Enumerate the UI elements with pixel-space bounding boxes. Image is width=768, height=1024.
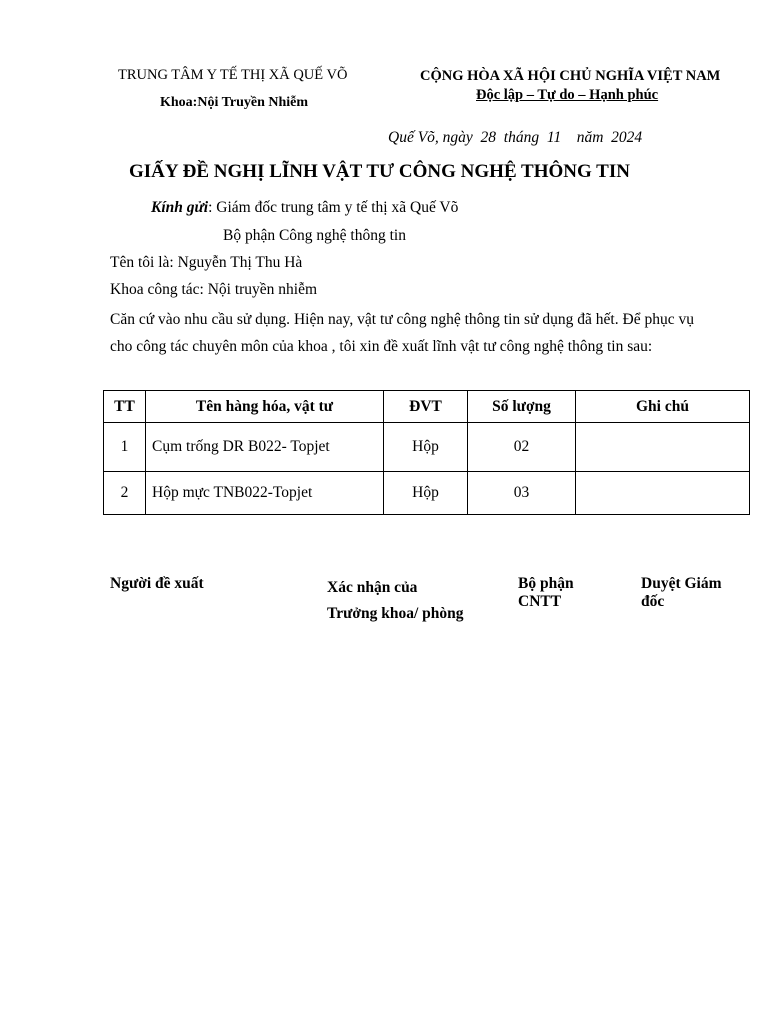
date-year-label: năm [576,129,604,146]
signature-it-dept: Bộ phận CNTT [518,575,574,610]
addressee-text: : Giám đốc trung tâm y tế thị xã Quế Võ [208,199,459,216]
date-year: 2024 [611,129,643,146]
addressee-label: Kính gửi [151,199,209,216]
table-row [104,423,750,472]
cell-quantity: 02 [468,423,576,472]
date-day: 28 [480,129,497,146]
date-line [388,129,642,147]
cell-item: Cụm trống DR B022- Topjet [146,423,384,472]
cell-tt: 1 [104,423,146,472]
signature-proposer: Người đề xuất [110,575,204,592]
addressee-line [151,199,458,217]
cell-unit: Hộp [384,423,468,472]
table-header-row [104,391,750,423]
cell-item: Hộp mực TNB022-Topjet [146,472,384,515]
cell-unit: Hộp [384,472,468,515]
date-month: 11 [546,129,562,146]
signature-head-confirm [327,575,463,627]
signature-head-line1: Xác nhận của [327,579,418,596]
col-header-item: Tên hàng hóa, vật tư [146,391,384,423]
table-row [104,472,750,515]
col-header-note: Ghi chú [576,391,750,423]
col-header-unit: ĐVT [384,391,468,423]
date-month-label: tháng [503,129,540,146]
items-table [103,390,750,515]
cell-note [576,423,750,472]
addressee-line-2: Bộ phận Công nghệ thông tin [223,227,406,244]
cell-quantity: 03 [468,472,576,515]
cell-tt: 2 [104,472,146,515]
requester-name: Tên tôi là: Nguyễn Thị Thu Hà [110,254,303,271]
request-paragraph: Căn cứ vào nhu cầu sử dụng. Hiện nay, vật tư công nghệ thông tin sử dụng đã hết. Để phục vụ cho công tác chuyên môn của khoa , tôi xin đề xuất lĩnh vật tư công nghệ thông tin sau: [110,311,694,355]
signature-head-line2: Trưởng khoa/ phòng [327,605,464,622]
national-motto: Độc lập – Tự do – Hạnh phúc [476,87,659,103]
organization-name: TRUNG TÂM Y TẾ THỊ XÃ QUẾ VÕ [118,67,348,83]
col-header-quantity: Số lượng [468,391,576,423]
department-name: Khoa:Nội Truyền Nhiễm [160,95,309,110]
col-header-tt: TT [104,391,146,423]
date-prefix: Quế Võ, ngày [388,129,473,146]
cell-note [576,472,750,515]
requester-department: Khoa công tác: Nội truyền nhiễm [110,281,318,298]
national-title: CỘNG HÒA XÃ HỘI CHỦ NGHĨA VIỆT NAM [420,68,721,84]
signature-director: Duyệt Giám đốc [641,575,722,610]
document-title: GIẤY ĐỀ NGHỊ LĨNH VẬT TƯ CÔNG NGHỆ THÔNG TIN [129,161,630,182]
